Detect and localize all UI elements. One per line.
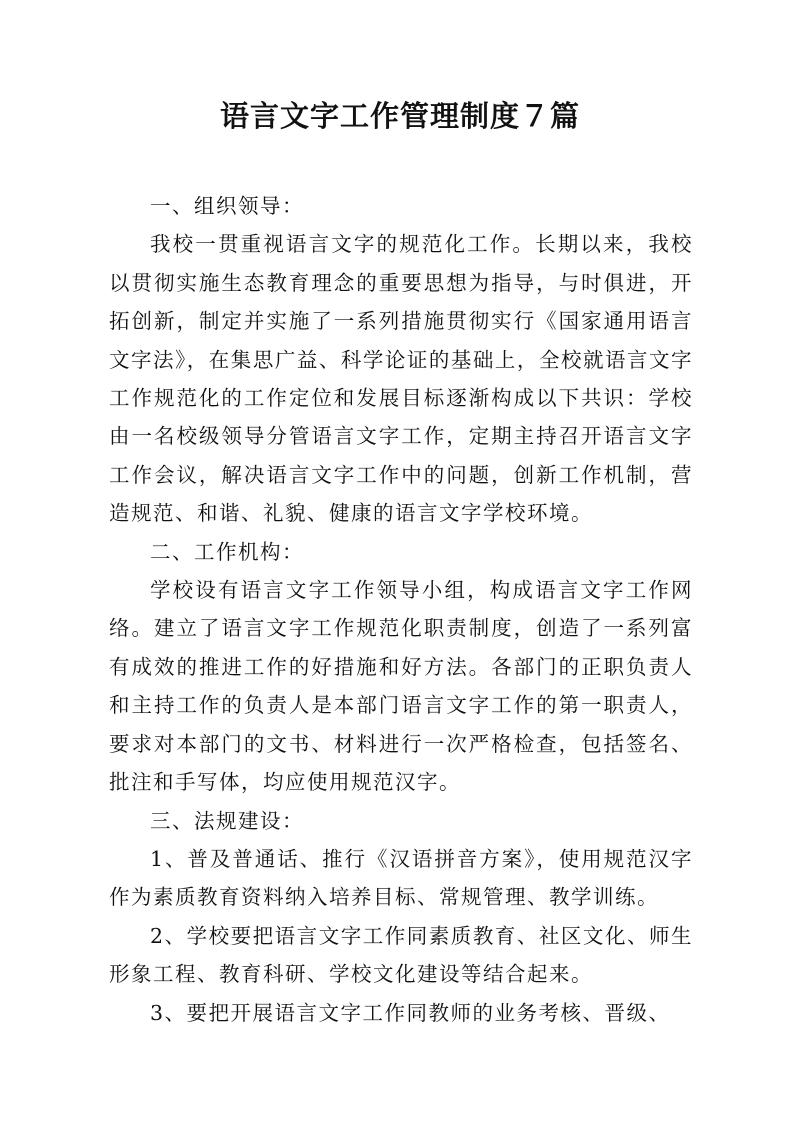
section-heading-agency: 二、工作机构： xyxy=(150,539,304,564)
paragraph-organization: 我校一贯重视语言文字的规范化工作。长期以来，我校以贯彻实施生态教育理念的重要思想为指导，与时俱进，开拓创新，制定并实施了一系列措施贯彻实行《国家通用语言文字法》，在集思广益、科学论证的基础上，全校就语言文字工作规范化的工作定位和发展目标逐渐构成以下共识：学校由一名校级领导分管语言文字工作，定期主持召开语言文字工作会议，解决语言文字工作中的问题，创新工作机制，营造规范、和谐、礼貌、健康的语言文字学校环境。 xyxy=(109,232,693,526)
section-heading-regulations: 三、法规建设： xyxy=(150,808,304,833)
document-body xyxy=(109,187,693,1032)
paragraph-regulation-2: 2、学校要把语言文字工作同素质教育、社区文化、师生形象工程、教育科研、学校文化建设等结合起来。 xyxy=(109,923,693,987)
paragraph-regulation-3: 3、要把开展语言文字工作同教师的业务考核、晋级、 xyxy=(150,1000,671,1025)
document-title: 语言文字工作管理制度７篇 xyxy=(219,99,580,133)
section-heading-organization: 一、组织领导： xyxy=(150,194,304,218)
paragraph-regulation-1: 1、普及普通话、推行《汉语拼音方案》，使用规范汉字作为素质教育资料纳入培养目标、常规管理、教学训练。 xyxy=(109,846,693,910)
paragraph-agency: 学校设有语言文字工作领导小组，构成语言文字工作网络。建立了语言文字工作规范化职责制度，创造了一系列富有成效的推进工作的好措施和好方法。各部门的正职负责人和主持工作的负责人是本部门语言文字工作的第一职责人，要求对本部门的文书、材料进行一次严格检查，包括签名、批注和手写体，均应使用规范汉字。 xyxy=(109,578,693,795)
